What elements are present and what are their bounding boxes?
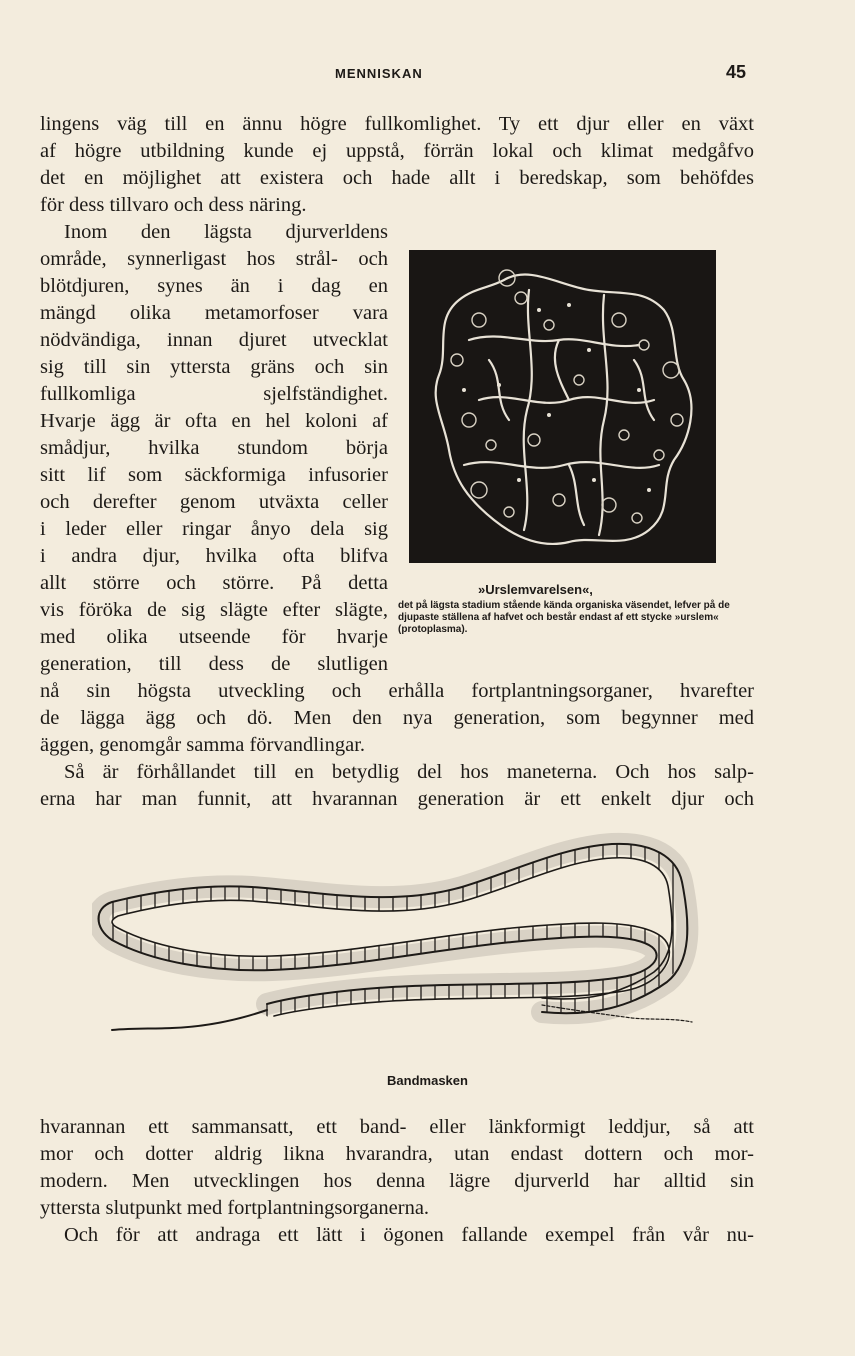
text-line: Så är förhållandet till en betydlig del hos maneterna. Och hos salp- <box>64 761 754 783</box>
text-line: med olika utseende för hvarje <box>40 626 388 648</box>
text-line: yttersta slutpunkt med fortplantningsorganerna. <box>40 1197 430 1219</box>
figure-caption-title: »Urslemvarelsen«, <box>478 582 593 597</box>
text-line: af högre utbildning kunde ej uppstå, förrän lokal och klimat medgåfvo <box>40 140 754 162</box>
text-line: modern. Men utvecklingen hos denna lägre djurverld har alltid sin <box>40 1170 754 1192</box>
running-title: MENNISKAN <box>335 66 423 81</box>
text-line: generation, till dess de slutligen <box>40 653 388 675</box>
text-line: för dess tillvaro och dess näring. <box>40 194 307 216</box>
tapeworm-illustration <box>92 832 717 1064</box>
text-line: blötdjuren, synes än i dag en <box>40 275 388 297</box>
protoplasm-drawing <box>409 250 716 563</box>
running-head <box>0 62 855 86</box>
text-line: nå sin högsta utveckling och erhålla fortplantningsorganer, hvarefter <box>40 680 754 702</box>
figure-caption-text: det på lägsta stadium stående kända organiska väsendet, lefver på de djupaste ställena af hafvet och består endast af ett stycke »urslem« (protoplasma). <box>398 600 730 635</box>
text-line: hvarannan ett sammansatt, ett band- eller länkformigt leddjur, så att <box>40 1116 754 1138</box>
text-line: vis föröka de sig slägte efter slägte, <box>40 599 388 621</box>
text-line: lingens väg till en ännu högre fullkomlighet. Ty ett djur eller en växt <box>40 113 754 135</box>
text-line: sig till sin yttersta gräns och sin <box>40 356 388 378</box>
text-line: och derefter genom utväxta celler <box>40 491 388 513</box>
text-line: äggen, genomgår samma förvandlingar. <box>40 734 366 756</box>
figure-caption: Bandmasken <box>387 1073 468 1088</box>
text-line: sitt lif som säckformiga infusorier <box>40 464 388 486</box>
text-line: erna har man funnit, att hvarannan generation är ett enkelt djur och <box>40 788 754 810</box>
tapeworm-drawing <box>92 832 717 1064</box>
text-line: de lägga ägg och dö. Men den nya generation, som begynner med <box>40 707 754 729</box>
page-number: 45 <box>726 62 747 82</box>
text-line: område, synnerligast hos strål- och <box>40 248 388 270</box>
text-line: Och för att andraga ett lätt i ögonen fallande exempel från vår nu- <box>64 1224 754 1246</box>
text-line: i leder eller ringar ånyo dela sig <box>40 518 388 540</box>
text-line: i andra djur, hvilka ofta blifva <box>40 545 388 567</box>
protoplasm-engraving <box>409 250 716 563</box>
text-line: Inom den lägsta djurverldens <box>64 221 388 243</box>
text-line: mor och dotter aldrig likna hvarandra, utan endast dottern och mor- <box>40 1143 754 1165</box>
text-line: det en möjlighet att existera och hade allt i beredskap, som behöfdes <box>40 167 754 189</box>
text-line: nödvändiga, innan djuret utvecklat <box>40 329 388 351</box>
text-line: smådjur, hvilka stundom börja <box>40 437 388 459</box>
text-line: fullkomliga sjelfständighet. <box>40 383 388 405</box>
text-line: Hvarje ägg är ofta en hel koloni af <box>40 410 388 432</box>
text-line: allt större och större. På detta <box>40 572 388 594</box>
text-line: mängd olika metamorfoser vara <box>40 302 388 324</box>
